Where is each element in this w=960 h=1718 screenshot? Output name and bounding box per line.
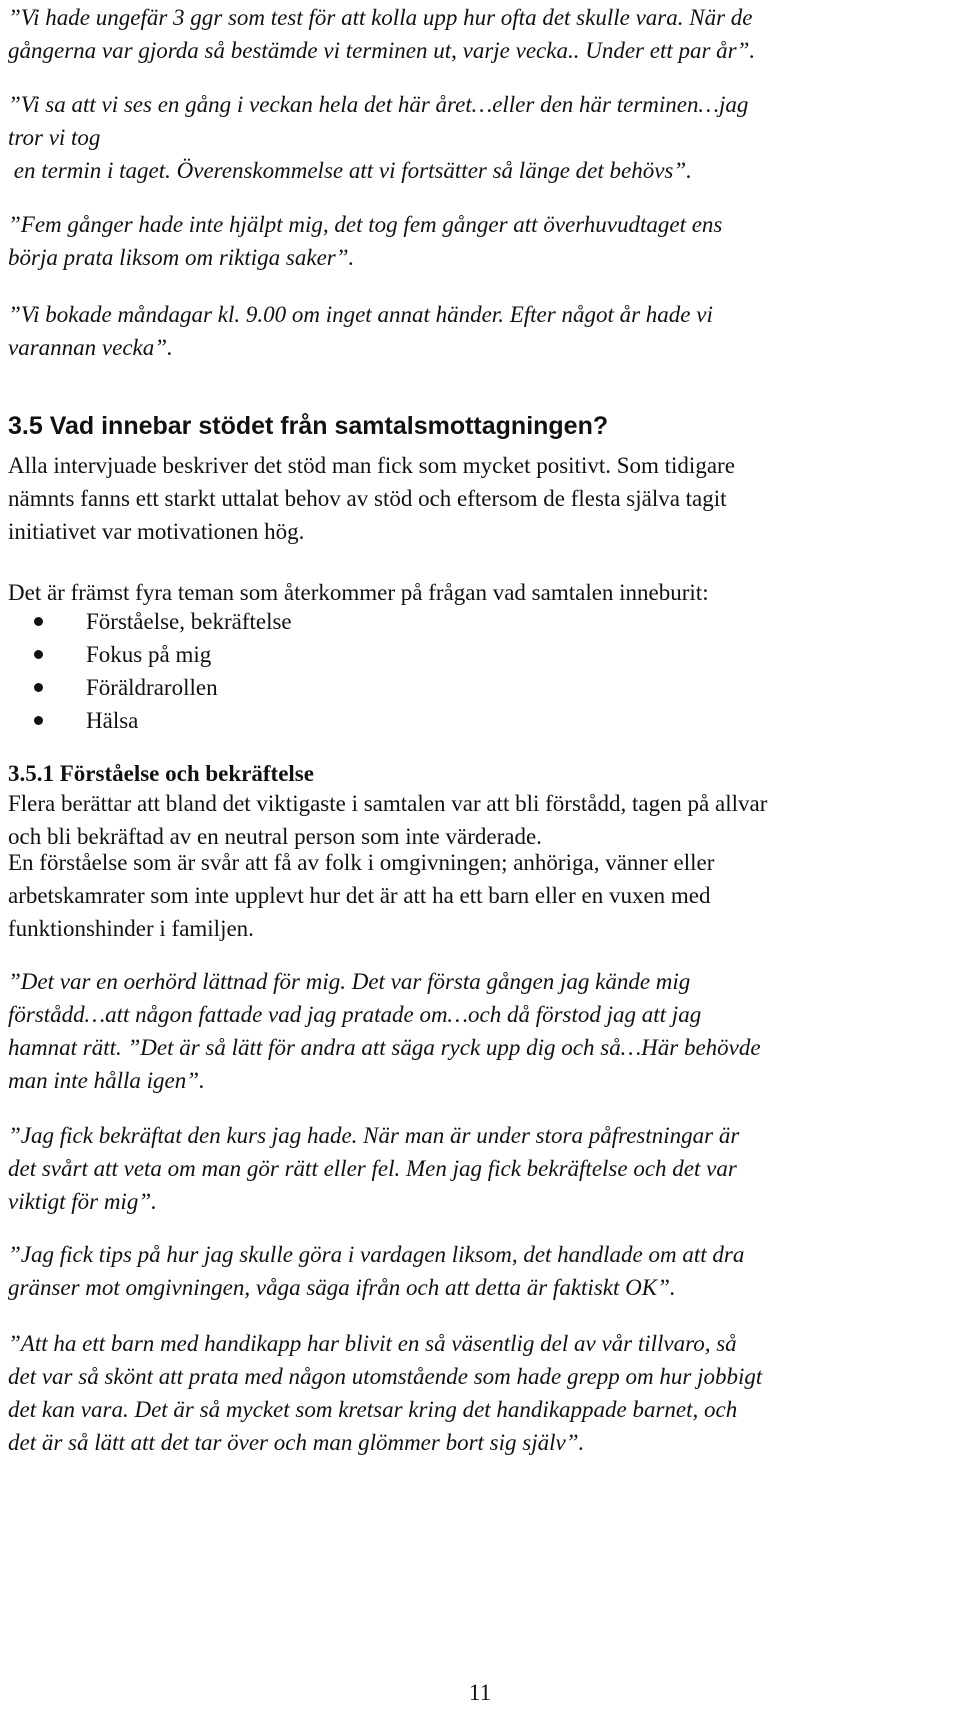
list-item-text: Förståelse, bekräftelse [86, 609, 292, 634]
quote-7 [8, 1238, 744, 1304]
quote-line: tror vi tog [8, 125, 101, 150]
paragraph-line: och bli bekräftad av en neutral person som inte värderade. [8, 824, 542, 849]
quote-2 [8, 88, 748, 187]
bullet-icon [34, 650, 43, 659]
quote-line: börja prata liksom om riktiga saker”. [8, 245, 355, 270]
paragraph-line: funktionshinder i familjen. [8, 916, 254, 941]
list-item-text: Hälsa [86, 708, 139, 733]
paragraph-line: nämnts fanns ett starkt uttalat behov av stöd och eftersom de flesta själva tagit [8, 486, 727, 511]
quote-line: det var så skönt att prata med någon utomstående som hade grepp om hur jobbigt [8, 1364, 763, 1389]
quote-line: hamnat rätt. ”Det är så lätt för andra att säga ryck upp dig och så…Här behövde [8, 1035, 761, 1060]
quote-line: ”Jag fick bekräftat den kurs jag hade. När man är under stora påfrestningar är [8, 1123, 740, 1148]
paragraph-line: Alla intervjuade beskriver det stöd man fick som mycket positivt. Som tidigare [8, 453, 735, 478]
quote-line: ”Att ha ett barn med handikapp har blivit en så väsentlig del av vår tillvaro, så [8, 1331, 737, 1356]
subsection-para-1 [8, 787, 767, 853]
quote-line: gångerna var gjorda så bestämde vi terminen ut, varje vecka.. Under ett par år”. [8, 38, 756, 63]
quote-line: gränser mot omgivningen, våga säga ifrån och att detta är faktiskt OK”. [8, 1275, 676, 1300]
quote-line: ”Vi hade ungefär 3 ggr som test för att kolla upp hur ofta det skulle vara. När de [8, 5, 753, 30]
quote-5 [8, 965, 761, 1097]
quote-line: ”Vi bokade måndagar kl. 9.00 om inget annat händer. Efter något år hade vi [8, 302, 713, 327]
quote-line: man inte hålla igen”. [8, 1068, 205, 1093]
quote-line: varannan vecka”. [8, 335, 173, 360]
list-item-text: Föräldrarollen [86, 675, 218, 700]
paragraph-line: arbetskamrater som inte upplevt hur det är att ha ett barn eller en vuxen med [8, 883, 711, 908]
list-item-text: Fokus på mig [86, 642, 212, 667]
subsection-para-2 [8, 846, 714, 945]
paragraph-line: Det är främst fyra teman som återkommer på frågan vad samtalen inneburit: [8, 580, 709, 605]
quote-8 [8, 1327, 762, 1459]
bullet-icon [34, 617, 43, 626]
list-item [8, 605, 908, 638]
quote-line: ”Det var en oerhörd lättnad för mig. Det var första gången jag kände mig [8, 969, 691, 994]
quote-line: ”Vi sa att vi ses en gång i veckan hela det här året…eller den här terminen…jag [8, 92, 749, 117]
quote-line: det är så lätt att det tar över och man glömmer bort sig själv”. [8, 1430, 585, 1455]
quote-line: en termin i taget. Överenskommelse att vi fortsätter så länge det behövs”. [8, 158, 692, 183]
section-heading-3-5-1 [8, 757, 314, 790]
paragraph-line: Flera berättar att bland det viktigaste i samtalen var att bli förstådd, tagen på allvar [8, 791, 768, 816]
list-item [8, 638, 908, 671]
quote-line: ”Fem gånger hade inte hjälpt mig, det tog fem gånger att överhuvudtaget ens [8, 212, 723, 237]
quote-line: viktigt för mig”. [8, 1189, 157, 1214]
paragraph-line: En förståelse som är svår att få av folk i omgivningen; anhöriga, vänner eller [8, 850, 715, 875]
quote-3 [8, 208, 722, 274]
bullet-icon [34, 716, 43, 725]
quote-4 [8, 298, 713, 364]
themes-list [8, 605, 908, 737]
quote-line: det kan vara. Det är så mycket som kretsar kring det handikappade barnet, och [8, 1397, 738, 1422]
list-item [8, 704, 908, 737]
section-title: 3.5 Vad innebar stödet från samtalsmottagningen? [8, 412, 609, 440]
section-heading-3-5 [8, 410, 608, 443]
section-3-5-intro [8, 449, 735, 548]
page-number: 11 [468, 1680, 492, 1705]
quote-line: förstådd…att någon fattade vad jag pratade om…och då förstod jag att jag [8, 1002, 702, 1027]
quote-6 [8, 1119, 739, 1218]
subsection-title: 3.5.1 Förståelse och bekräftelse [8, 761, 314, 786]
quote-1 [8, 1, 755, 67]
quote-line: det svårt att veta om man gör rätt eller fel. Men jag fick bekräftelse och det var [8, 1156, 737, 1181]
quote-line: ”Jag fick tips på hur jag skulle göra i vardagen liksom, det handlade om att dra [8, 1242, 745, 1267]
bullet-icon [34, 683, 43, 692]
list-item [8, 671, 908, 704]
paragraph-line: initiativet var motivationen hög. [8, 519, 305, 544]
